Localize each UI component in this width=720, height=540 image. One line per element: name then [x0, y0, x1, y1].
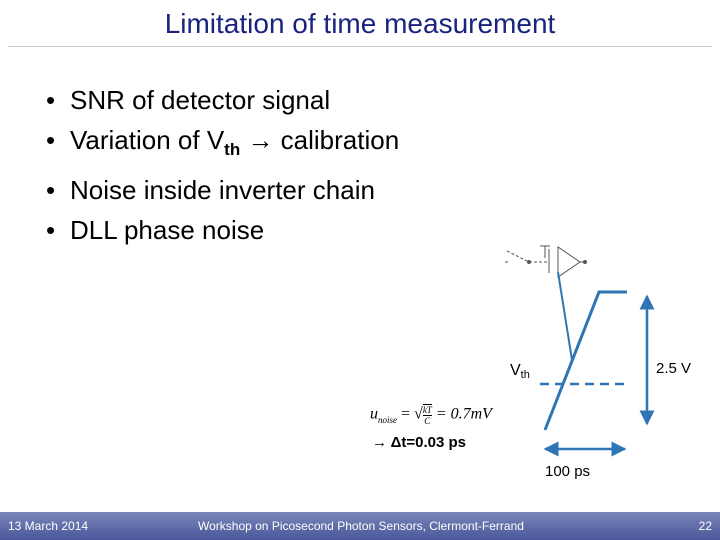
noise-formula	[370, 404, 492, 426]
formula-denominator: C	[424, 416, 431, 426]
vth-label	[510, 362, 530, 381]
formula-result: = 0.7mV	[435, 405, 492, 423]
footer-bar	[0, 512, 720, 540]
vth-label-sub: th	[520, 369, 530, 381]
formula-u: u	[370, 405, 378, 423]
page-number: 22	[698, 519, 712, 533]
bullet-text: DLL phase noise	[70, 215, 265, 245]
voltage-label: 2.5 V	[656, 360, 692, 377]
vth-label-main: V	[510, 362, 521, 379]
bullet-icon: •	[46, 215, 56, 245]
formula-fraction	[423, 404, 432, 426]
footer-event: Workshop on Picosecond Photon Sensors, Clermont-Ferrand	[198, 519, 524, 533]
bullet-text: Noise inside inverter chain	[70, 175, 375, 205]
time-label: 100 ps	[545, 463, 591, 480]
formula-u-sub: noise	[378, 414, 397, 425]
formula-equals: =	[401, 405, 411, 423]
delta-t-label: → Δt=0.03 ps	[372, 434, 467, 451]
bullet-text-sub: th	[224, 140, 241, 159]
bullet-text: SNR of detector signal	[70, 85, 331, 115]
bullet-icon: •	[46, 125, 56, 155]
bullet-icon: •	[46, 85, 56, 115]
sqrt-icon: √	[414, 405, 423, 423]
formula-numerator: kT	[422, 405, 432, 415]
bullet-icon: •	[46, 175, 56, 205]
page-title: Limitation of time measurement	[164, 8, 556, 39]
inverter-circuit-icon	[505, 246, 587, 277]
bullet-text-post: → calibration	[240, 125, 400, 155]
signal-waveform	[545, 272, 627, 430]
bullet-text-pre: Variation of V	[70, 125, 225, 155]
footer-date: 13 March 2014	[8, 519, 89, 533]
